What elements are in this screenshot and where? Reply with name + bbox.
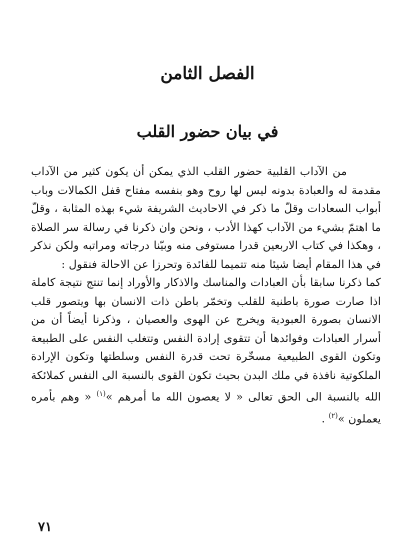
section-title: في بيان حضور القلب	[136, 122, 279, 141]
paragraph-main-end: .	[321, 412, 329, 426]
paragraph-main-text: كما ذكرنا سابقا بأن العبادات والمناسك والاذكار والأوراد إنما تنتج نتيجة كاملة اذا صارت صورة باطنية للقلب وتخمّر باطن ذات الانسان بها ويتصور قلب الانسان بصورة العبودية ويخرج عن الهوى والعصيان ، وذكرنا أيضاً أن من أسرار العبادات وفوائدها أن تتقوى إرادة النفس وتتغلب النفس على الطبيعة وتكون القوى الطبيعية مسخّرة تحت قدرة النفس وسلطتها وتكون الإرادة الملكوتية نافذة في ملك البدن بحيث تكون القوى بالنسبة الى النفس كملائكة الله بالنسبة الى الحق تعالى « لا يعصون الله ما أمرهم »	[31, 276, 382, 404]
body-text	[31, 163, 381, 429]
chapter-title: الفصل الثامن	[160, 64, 255, 84]
footnote-marker-2: (٢)	[328, 412, 338, 421]
paragraph-main	[31, 274, 381, 429]
paragraph-intro: من الآداب القلبية حضور القلب الذي يمكن أن يكون كثير من الآداب مقدمة له والعبادة بدونه ليس لها روح وهو بنفسه مفتاح قفل الكمالات وباب أبواب السعادات وقلّ ما ذكر في الاحاديث الشريفة شيء بهذه المثابة ، وقلّ ما اهتمّ بشيء من الآداب كهذا الأدب ، ونحن وان ذكرنا في رسالة سر الصلاة ، وهكذا في كتاب الاربعين قدرا مستوفى منه وبيّنا درجاته ومراتبه ولكن نذكر في هذا المقام أيضا شيئا منه تتميما للفائدة وتحرزا عن الاحالة فنقول :	[31, 165, 381, 271]
paragraph-main-quote: « وهم بأمره يعملون »	[31, 390, 381, 426]
footnote-marker-1: (١)	[96, 390, 106, 398]
page-number: ٧١	[38, 520, 52, 535]
